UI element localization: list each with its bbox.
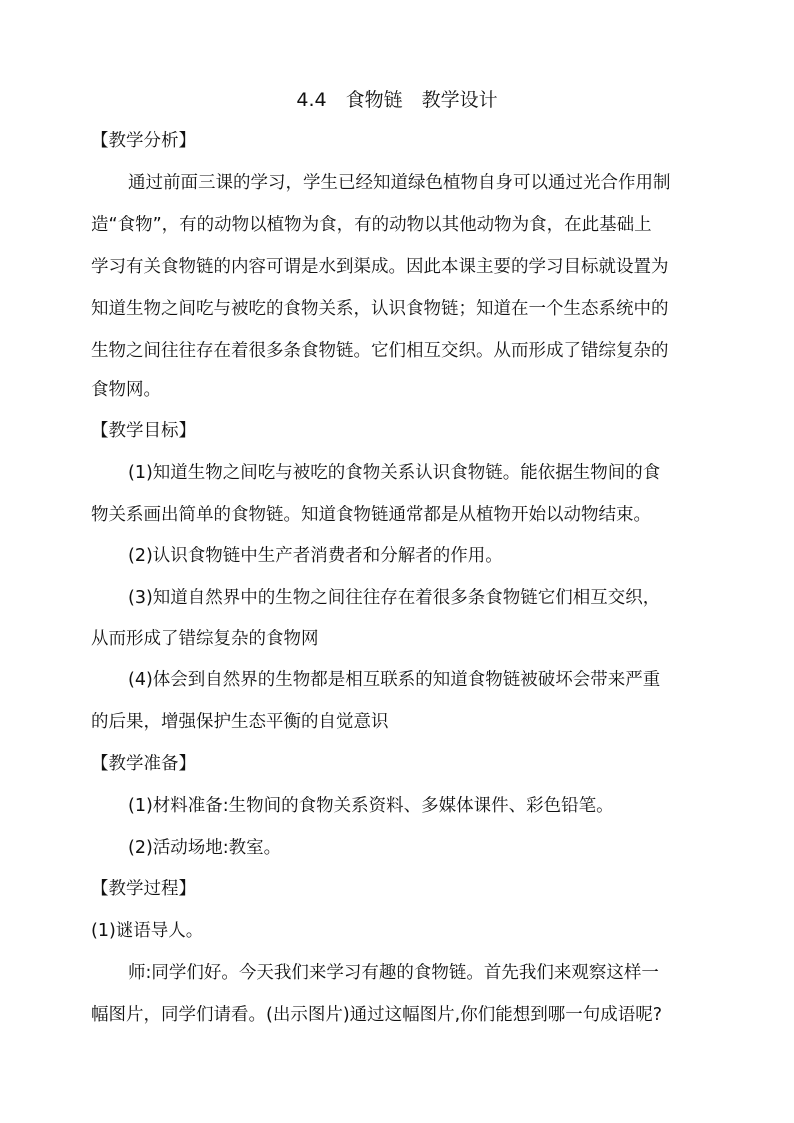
objective-line: 物关系画出简单的食物链。知道食物链通常都是从植物开始以动物结束。 — [91, 505, 651, 525]
paragraph-line: 生物之间往往存在着很多条食物链。它们相互交织。从而形成了错综复杂的 — [91, 341, 669, 361]
objective-line: (4)体会到自然界的生物都是相互联系的知道食物链被破坏会带来严重 — [128, 670, 661, 690]
objective-line: (3)知道自然界中的生物之间往往存在着很多条食物链它们相互交织， — [128, 588, 661, 608]
paragraph-line: 食物网。 — [91, 380, 161, 400]
process-line: 师:同学们好。今天我们来学习有趣的食物链。首先我们来观察这样一 — [128, 963, 659, 983]
process-line: 幅图片，同学们请看。(出示图片)通过这幅图片,你们能想到哪一句成语呢? — [91, 1005, 663, 1025]
section-heading-analysis: 【教学分析】 — [91, 131, 196, 151]
objective-line: (2)认识食物链中生产者消费者和分解者的作用。 — [128, 546, 503, 566]
objective-line: 的后果，增强保护生态平衡的自觉意识 — [91, 712, 389, 732]
section-heading-process: 【教学过程】 — [91, 879, 196, 899]
paragraph-line: 造“食物”，有的动物以植物为食，有的动物以其他动物为食，在此基础上 — [91, 215, 652, 235]
paragraph-line: 学习有关食物链的内容可谓是水到渠成。因此本课主要的学习目标就设置为 — [91, 257, 669, 277]
paragraph-line: 通过前面三课的学习，学生已经知道绿色植物自身可以通过光合作用制 — [128, 173, 671, 193]
page-title: 4.4 食物链 教学设计 — [296, 89, 498, 111]
preparation-line: (2)活动场地:教室。 — [128, 838, 282, 858]
paragraph-line: 知道生物之间吃与被吃的食物关系，认识食物链；知道在一个生态系统中的 — [91, 299, 669, 319]
objective-line: (1)知道生物之间吃与被吃的食物关系认识食物链。能依据生物间的食 — [128, 463, 661, 483]
section-heading-objectives: 【教学目标】 — [91, 421, 196, 441]
preparation-line: (1)材料准备:生物间的食物关系资料、多媒体课件、彩色铅笔。 — [128, 796, 614, 816]
process-line: (1)谜语导人。 — [91, 921, 204, 941]
section-heading-preparation: 【教学准备】 — [91, 754, 196, 774]
objective-line: 从而形成了错综复杂的食物网 — [91, 629, 319, 649]
